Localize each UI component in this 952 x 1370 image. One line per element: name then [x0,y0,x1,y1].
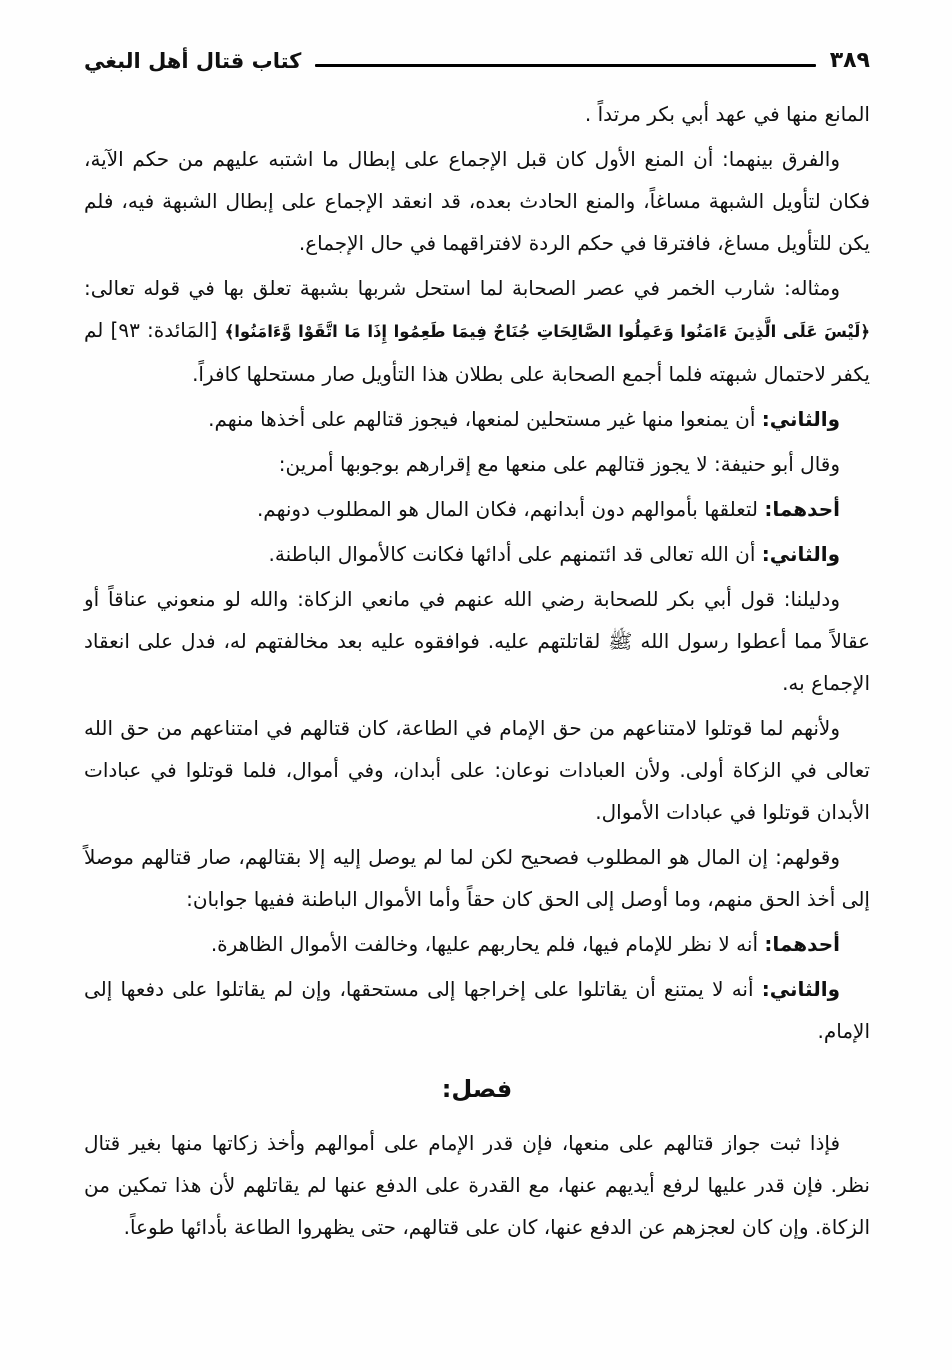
quran-verse: ﴿لَيْسَ عَلَى الَّذِينَ ءَامَنُوا وَعَمِلُوا الصَّالِحَاتِ جُنَاحٌ فِيمَا طَعِمُوا إِذَا مَا اتَّقَوْا وَّءَامَنُوا﴾ [224,322,870,341]
paragraph-with-verse [84,267,870,395]
paragraph-continuation [84,93,870,135]
paragraph-text: والفرق بينهما: أن المنع الأول كان قبل الإجماع على إبطال ما اشتبه عليهم من حكم الآية، فكان لتأويل الشبهة مساغاً، والمنع الحادث بعده، قد انعقد الإجماع على إبطال الشبهة فيه، فلم يكن للتأويل مساغ، فافترقا في حكم الردة لافتراقهما في حال الإجماع. [84,147,870,255]
paragraph-text: ولأنهم لما قوتلوا لامتناعهم من حق الإمام في الطاعة، كان قتالهم في امتناعهم من حق الله تعالى في الزكاة أولى. ولأن العبادات نوعان: على أبدان، وفي أموال، فلما قوتلوا في عبادات الأبدان قوتلوا في عبادات الأموال. [84,716,870,824]
book-title: كتاب قتال أهل البغي [84,48,302,73]
page-body [84,93,870,1248]
paragraph-lead: والثاني: [761,542,840,566]
page-header [84,48,870,73]
paragraph-text: [المَائدة: ٩٣] لم يكفر لاحتمال شبهته فلما أجمع الصحابة على بطلان هذا التأويل صار مستحلها كافراً. [84,318,870,386]
paragraph [84,707,870,833]
paragraph [84,923,870,965]
paragraph-text: ومثاله: شارب الخمر في عصر الصحابة لما استحل شربها بشبهة تعلق بها في قوله تعالى: [84,276,840,300]
paragraph-text: أن الله تعالى قد ائتمنهم على أدائها فكانت كالأموال الباطنة. [268,542,762,566]
section-heading: فصل: [441,1075,513,1103]
paragraph [84,488,870,530]
paragraph-text: وقال أبو حنيفة: لا يجوز قتالهم على منعها مع إقرارهم بوجوبها أمرين: [278,452,840,476]
header-rule [315,64,815,67]
paragraph [84,138,870,264]
paragraph-text: فإذا ثبت جواز قتالهم على منعها، فإن قدر الإمام على أموالهم وأخذ زكاتها منها بغير قتال نظر. فإن قدر عليها لرفع أيديهم عنها، مع القدرة على الدفع عنها لم يقاتلهم لأن هذا تمكين من الزكاة. وإن كان لعجزهم عن الدفع عنها، كان على قتالهم، حتى يظهروا الطاعة بأدائها طوعاً. [84,1131,870,1239]
paragraph [84,398,870,440]
paragraph-lead: والثاني: [761,407,840,431]
paragraph-text: وقولهم: إن المال هو المطلوب فصحيح لكن لما لم يوصل إليه إلا بقتالهم، صار قتالهم موصلاً إلى أخذ الحق منهم، وما أوصل إلى الحق كان حقاً وأما الأموال الباطنة ففيها جوابان: [84,845,870,911]
paragraph [84,443,870,485]
paragraph [84,578,870,704]
paragraph [84,533,870,575]
paragraph-lead: والثاني: [761,977,840,1001]
paragraph [84,1122,870,1248]
paragraph-lead: أحدهما: [764,497,840,521]
paragraph-text: أن يمنعوا منها غير مستحلين لمنعها، فيجوز قتالهم على أخذها منهم. [208,407,762,431]
paragraph-text: المانع منها في عهد أبي بكر مرتداً . [584,102,870,126]
paragraph-text: ودليلنا: قول أبي بكر للصحابة رضي الله عنهم في مانعي الزكاة: والله لو منعوني عناقاً أو عقالاً مما أعطوا رسول الله ﷺ لقاتلتهم عليه. فوافقوه عليه بعد مخالفتهم له، فدل على انعقاد الإجماع به. [84,587,870,695]
paragraph-text: أنه لا نظر للإمام فيها، فلم يحاربهم عليها، وخالفت الأموال الظاهرة. [210,932,765,956]
paragraph-text: أنه لا يمتنع أن يقاتلوا على إخراجها إلى مستحقها، وإن لم يقاتلوا على دفعها إلى الإمام. [84,977,870,1043]
paragraph [84,968,870,1052]
paragraph-text: لتعلقها بأموالهم دون أبدانهم، فكان المال هو المطلوب دونهم. [256,497,765,521]
page-number: ٣٨٩ [829,48,870,73]
paragraph-lead: أحدهما: [764,932,840,956]
paragraph [84,836,870,920]
